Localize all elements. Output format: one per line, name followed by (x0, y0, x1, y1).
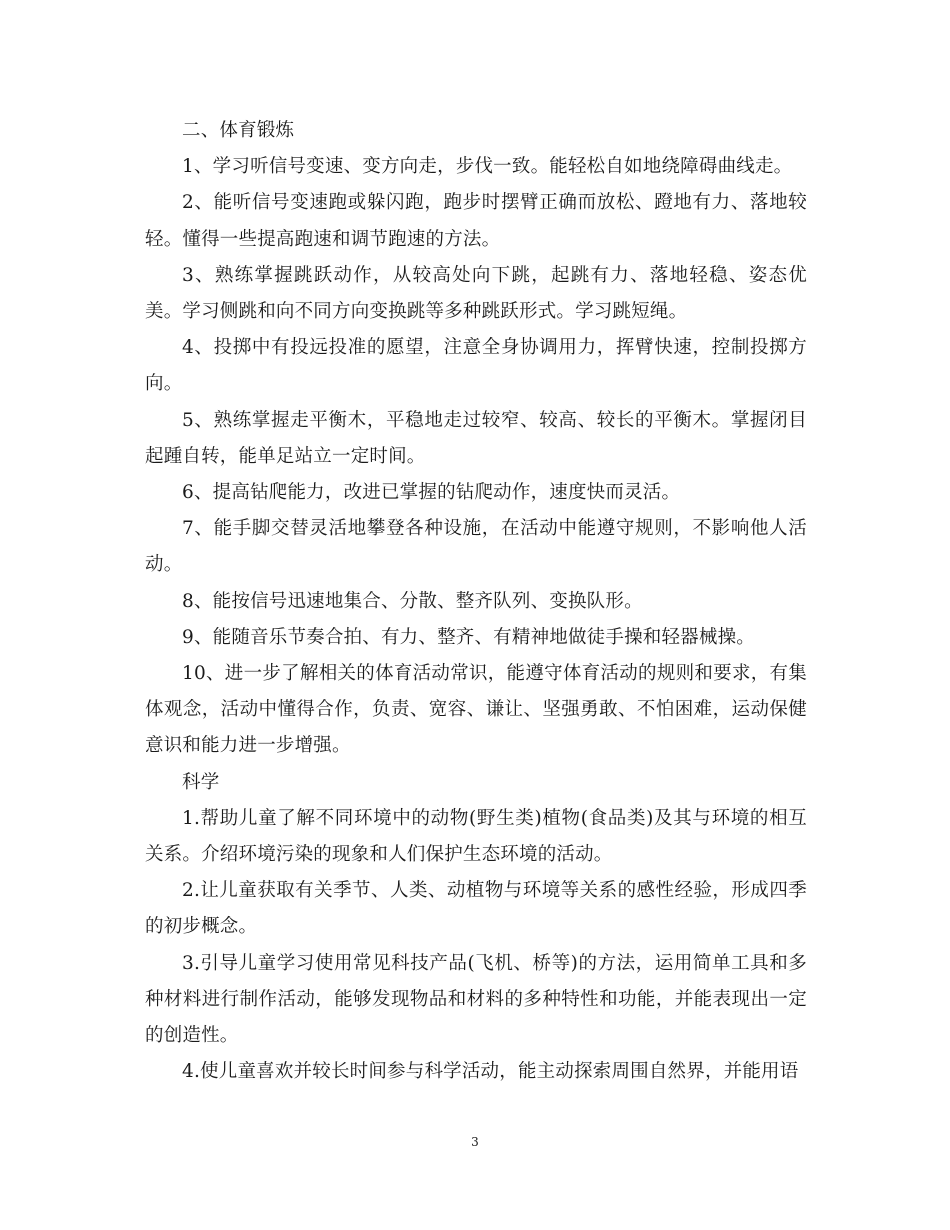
pe-item-4: 4、投掷中有投远投准的愿望，注意全身协调用力，挥臂快速，控制投掷方向。 (145, 337, 807, 395)
pe-item-8: 8、能按信号迅速地集合、分散、整齐队列、变换队形。 (182, 590, 643, 612)
science-item-1: 1.帮助儿童了解不同环境中的动物(野生类)植物(食品类)及其与环境的相互关系。介绍环境污染的现象和人们保护生态环境的活动。 (145, 807, 807, 866)
page-number: 3 (471, 1135, 479, 1149)
section-heading-science: 科学 (182, 771, 220, 793)
section-heading-pe: 二、体育锻炼 (182, 120, 295, 141)
pe-item-1: 1、学习听信号变速、变方向走，步伐一致。能轻松自如地绕障碍曲线走。 (182, 156, 793, 178)
science-item-3: 3.引导儿童学习使用常见科技产品(飞机、桥等)的方法，运用简单工具和多种材料进行制作活动，能够发现物品和材料的多种特性和功能，并能表现出一定的创造性。 (145, 952, 807, 1047)
pe-item-5: 5、熟练掌握走平衡木，平稳地走过较窄、较高、较长的平衡木。掌握闭目起踵自转，能单足站立一定时间。 (145, 409, 807, 467)
science-item-4: 4.使儿童喜欢并较长时间参与科学活动，能主动探索周围自然界，并能用语 (182, 1061, 799, 1083)
pe-item-10: 10、进一步了解相关的体育活动常识，能遵守体育活动的规则和要求，有集体观念，活动中懂得合作，负责、宽容、谦让、坚强勇敢、不怕困难，运动保健意识和能力进一步增强。 (145, 663, 807, 757)
pe-item-6: 6、提高钻爬能力，改进已掌握的钻爬动作，速度快而灵活。 (182, 482, 681, 504)
pe-item-9: 9、能随音乐节奏合拍、有力、整齐、有精神地做徒手操和轻器械操。 (182, 626, 755, 648)
science-item-2: 2.让儿童获取有关季节、人类、动植物与环境等关系的感性经验，形成四季的初步概念。 (145, 880, 807, 938)
document-body (145, 113, 807, 1090)
pe-item-7: 7、能手脚交替灵活地攀登各种设施，在活动中能遵守规则，不影响他人活动。 (145, 518, 807, 576)
pe-item-3: 3、熟练掌握跳跃动作，从较高处向下跳，起跳有力、落地轻稳、姿态优美。学习侧跳和向不同方向变换跳等多种跳跃形式。学习跳短绳。 (145, 264, 807, 323)
pe-item-2: 2、能听信号变速跑或躲闪跑，跑步时摆臂正确而放松、蹬地有力、落地较轻。懂得一些提高跑速和调节跑速的方法。 (145, 192, 807, 250)
